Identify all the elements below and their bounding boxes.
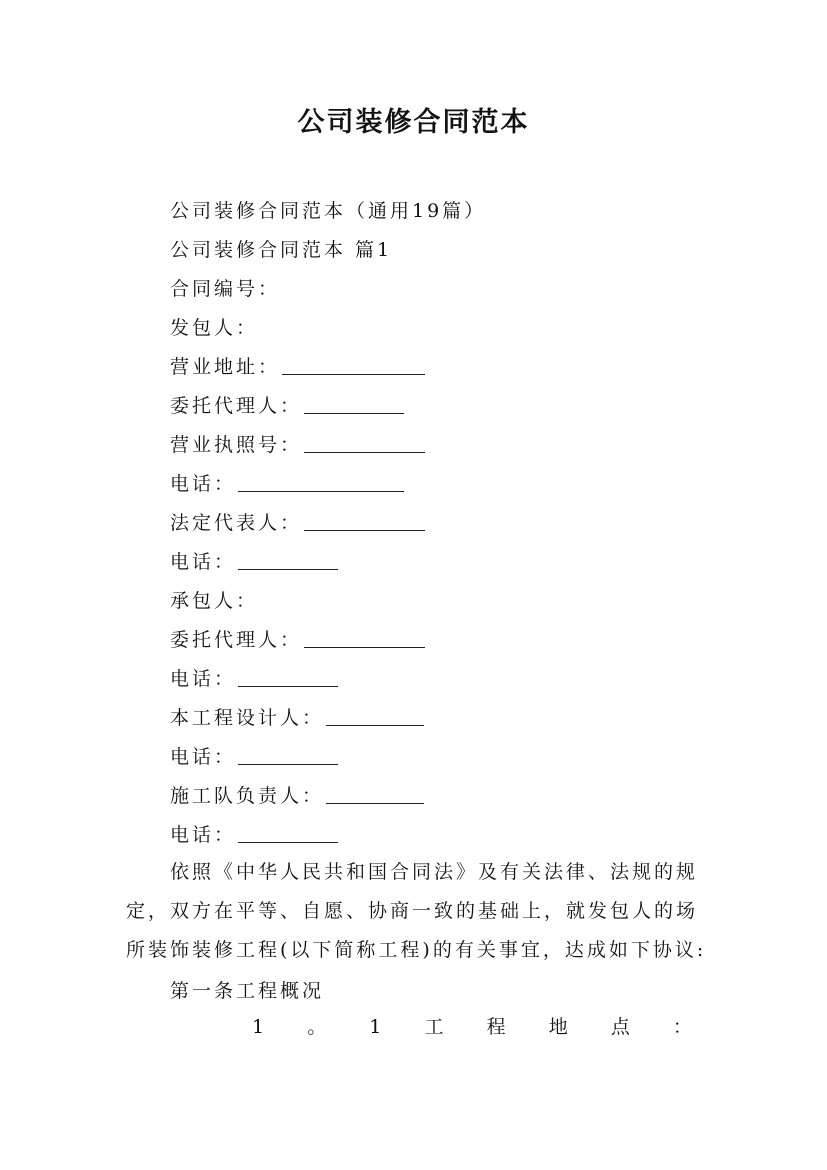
line-label: 发包人：	[170, 317, 259, 339]
line-label: 营业地址：	[170, 356, 281, 378]
fill-blank	[282, 356, 425, 375]
license-number-line	[170, 432, 425, 458]
spread-char: 点	[610, 1016, 630, 1038]
fill-blank	[304, 434, 425, 453]
employer-line	[170, 315, 258, 341]
agent-line	[170, 393, 404, 419]
line-label: 电话：	[170, 473, 237, 495]
line-label: 公司装修合同范本（通用19篇）	[170, 200, 487, 222]
phone-line	[170, 822, 338, 848]
line-label: 电话：	[170, 824, 237, 846]
spread-char: 工	[424, 1016, 444, 1038]
agent-line	[170, 627, 425, 653]
contract-number-line	[170, 276, 280, 302]
line-label: 电话：	[170, 746, 237, 768]
line-label: 承包人：	[170, 590, 259, 612]
line-label: 公司装修合同范本 篇1	[170, 239, 393, 261]
fill-blank	[238, 668, 338, 687]
line-label: 法定代表人：	[170, 512, 303, 534]
spread-char: ：	[672, 1016, 692, 1038]
phone-line	[170, 471, 404, 497]
team-leader-line	[170, 783, 424, 809]
contractor-line	[170, 588, 258, 614]
article-heading	[170, 978, 324, 1004]
fill-blank	[304, 395, 404, 414]
fill-blank	[304, 629, 425, 648]
line-label: 合同编号：	[170, 278, 281, 300]
paragraph-line: 所装饰装修工程(以下简称工程)的有关事宜，达成如下协议:	[126, 939, 707, 961]
line-label: 委托代理人：	[170, 629, 303, 651]
fill-blank	[326, 785, 424, 804]
designer-line	[170, 705, 424, 731]
legal-representative-line	[170, 510, 425, 536]
fill-blank	[238, 473, 404, 492]
project-location-line	[252, 1014, 692, 1040]
document-title: 公司装修合同范本	[297, 107, 530, 138]
subtitle-line	[170, 198, 486, 224]
business-address-line	[170, 354, 425, 380]
spread-char: 地	[548, 1016, 568, 1038]
fill-blank	[238, 746, 338, 765]
line-label: 营业执照号：	[170, 434, 303, 456]
fill-blank	[238, 824, 338, 843]
fill-blank	[304, 512, 425, 531]
line-label: 第一条工程概况	[170, 980, 325, 1002]
paragraph-line: 定，双方在平等、自愿、协商一致的基础上，就发包人的场	[126, 900, 699, 922]
section-heading	[170, 237, 392, 263]
phone-line	[170, 666, 338, 692]
fill-blank	[326, 707, 424, 726]
line-label: 电话：	[170, 668, 237, 690]
spread-char: 。	[307, 1016, 327, 1038]
spread-char: 1	[369, 1016, 382, 1038]
line-label: 本工程设计人：	[170, 707, 325, 729]
line-label: 委托代理人：	[170, 395, 303, 417]
phone-line	[170, 744, 338, 770]
paragraph-line: 依照《中华人民共和国合同法》及有关法律、法规的规	[170, 861, 699, 883]
line-label: 电话：	[170, 551, 237, 573]
spread-char: 1	[252, 1016, 265, 1038]
fill-blank	[238, 551, 338, 570]
spread-char: 程	[486, 1016, 506, 1038]
preamble-paragraph	[126, 853, 716, 970]
phone-line	[170, 549, 338, 575]
line-label: 施工队负责人：	[170, 785, 325, 807]
